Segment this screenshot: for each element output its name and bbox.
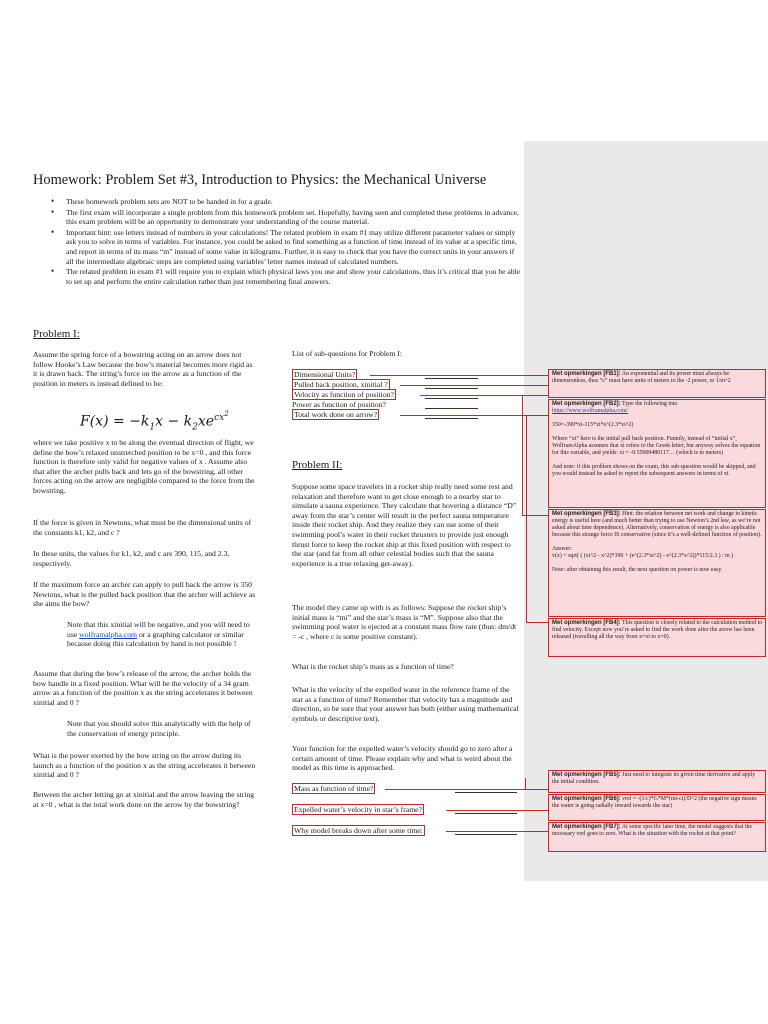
subquestion-label: Dimensional Units? — [294, 370, 356, 379]
comment-text: This question is closely related to the calculation method to find velocity. Except now you’re asked to find the work done after the arrow has been released (travelling all the way from x=xi to x=0). — [552, 620, 763, 640]
subquestion-row — [292, 390, 396, 399]
comment-fb6[interactable] — [548, 794, 766, 821]
comment-leader-line — [400, 385, 548, 386]
comment-text: Answer: — [552, 546, 572, 552]
comment-text: An exponential and its power must always be dimensionless, thus “c” must have units of meters to the -2 power, or 1/m^2 — [552, 371, 731, 384]
comment-leader-line — [420, 395, 548, 396]
problem-1-paragraph: What is the power exerted by the bow string on the arrow during its launch as a function of the position x as the string accelerates it between xinitial and 0 ? — [33, 751, 256, 780]
comment-leader-line — [385, 789, 548, 790]
comment-label: Met opmerkingen [FB2]: — [552, 401, 621, 407]
subquestions-heading: List of sub-questions for Problem I: — [292, 349, 402, 358]
question-label: Expelled water’s velocity in star’s frame? — [294, 805, 423, 814]
question-label: Mass as function of time? — [294, 784, 374, 793]
comment-fb4[interactable] — [548, 618, 766, 657]
comment-text: Just need to integrate its given time derivative and apply the initial condition. — [552, 772, 756, 785]
problem-1-intro: Assume the spring force of a bowstring acting on an arrow does not follow Hooke’s Law because the bow’s material becomes more rigid as it is drawn back. The string’s force on the arrow as a function of the position in meters is instead defined to be: — [33, 350, 253, 388]
problem-1-paragraph: Between the archer letting go at xinitial and the arrow leaving the string at x=0 , what is the total work done on the arrow by the bowstring? — [33, 790, 255, 809]
comment-text: Note: after obtaining this result, the next question on power is now easy. — [552, 567, 723, 573]
note-text: Note that this xinitial will be negative, and you will need to use — [67, 620, 250, 639]
comment-text: vrel = -(1/c)*G*M*(mi-ct)/D^2 (the negative sign means the water is going radially inward towards the star) — [552, 796, 757, 809]
problem-1-paragraph: where we take positive x to be along the eventual direction of flight, we define the bow’s relaxed unstretched position to be x=0 , and this force function is therefore only valid for negative values of x . Assume also that after the archer pulls back and lets go of the bowstring, all other forces acting on the arrow are negligible compared to the force from the bowstring. — [33, 438, 255, 495]
comment-label: Met opmerkingen [FB7]: — [552, 824, 621, 830]
bullet-item: • The related problem in exam #1 will require you to explain which physical laws you use and show your calculations, thus it’s critical that you be able to set up and perform the entire calculation rather than just remembering final answers. — [49, 267, 522, 286]
problem-2-paragraph: Suppose some space travelers in a rocket ship really need some rest and relaxation and therefore want to get close enough to a nearby star to simulate a sauna experience. They calculate that hovering a distance “D” away from the star’s center will result in the perfect sauna temperature inside their rocket ship. And they realize they can use some of their swimming pool’s water in their rocket thrusters to provide just enough thrust force to keep the rocket ship at this fixed position with respect to the star (and far from all other celestial bodies such that the sauna experience is a true relaxing get-away). — [292, 482, 517, 568]
note-text: or a graphing calculator or similar because doing this calculation by hand is not possible ! — [67, 629, 244, 649]
problem-2-paragraph: What is the rocket ship’s mass as a function of time? — [292, 662, 454, 671]
formula-exponent: cx — [214, 413, 225, 423]
comment-label: Met opmerkingen [FB6]: — [552, 796, 621, 802]
comment-leader-line — [370, 375, 548, 376]
subquestion-label: Power as function of position? — [292, 400, 386, 409]
comment-label: Met opmerkingen [FB5]: — [552, 772, 621, 778]
problem-2-heading: Problem II: — [292, 459, 343, 471]
formula-part: F(x) = −k — [80, 413, 150, 430]
problem-2-question — [292, 805, 424, 814]
wolframalpha-url-link[interactable]: https://www.wolframalpha.com/ — [552, 408, 629, 414]
comment-text: At some specific later time, the model suggests that the necessary vrel goes to zero. What is the situation with the rocket at that point? — [552, 824, 753, 837]
problem-1-heading: Problem I: — [33, 328, 80, 340]
formula-part: xe — [197, 413, 215, 430]
comment-fb1[interactable] — [548, 369, 766, 398]
comment-label: Met opmerkingen [FB3]: — [552, 511, 621, 517]
bullet-item: • These homework problem sets are NOT to be handed in for a grade. — [49, 197, 522, 207]
comment-leader-line — [526, 415, 527, 622]
comment-text: v(x) = sqrt( ( (xi^2 - x^2)*390 + (e^(2.3*xi^2) - e^(2.3*x^2))*115/2.3 ) / m ) — [552, 553, 734, 559]
note-wolfram — [67, 620, 257, 649]
comment-label: Met opmerkingen [FB4]: — [552, 620, 621, 626]
comment-text: Type the following into — [622, 401, 678, 407]
comment-fb5[interactable] — [548, 770, 766, 793]
comment-leader-line — [446, 831, 548, 832]
problem-2-question — [292, 826, 425, 835]
comment-leader-line — [526, 622, 548, 623]
bullet-item: • The first exam will incorporate a single problem from this homework problem set. Hopefully, having seen and completed these problems in advance, this exam problem will be an opportunity to demonstrate your understanding of the course material. — [49, 208, 522, 227]
bullet-item: • Important hint: use letters instead of numbers in your calculations! The related problem in exam #1 may utilize different parameter values or simply ask you to solve in terms of variables. For instance, you could be asked to find something as a function of time instead of its value at a specific time, and report in terms of its mass “m” instead of some value in kilograms. Further, it is easy to check that you have the correct units in your answers if all the intermediate algebraic steps are completed using variables’ letter names instead of calculated numbers. — [49, 228, 522, 266]
comment-fb2[interactable] — [548, 399, 766, 508]
problem-2-paragraph: Your function for the expelled water’s velocity should go to zero after a certain amount of time. Please explain why and what is weird about the model as this time is approached. — [292, 744, 513, 773]
comment-text: Hint: the relation between net work and change in kinetic energy is useful here (and much better than trying to use Newton’s 2nd law, as we’re not asked about time dependence). Alternatively, conservation of energy is also applicable because this strange force IS conservative (since it’s a well-defined function of position). — [552, 511, 762, 538]
subquestion-row — [292, 410, 379, 419]
problem-1-paragraph: In these units, the values for k1, k2, and c are 390, 115, and 2.3, respectively. — [33, 549, 230, 568]
subquestion-label: Total work done on arrow? — [294, 410, 378, 419]
comment-text: 350=-390*xi-115*xi*e^(2.3*xi^2) — [552, 422, 634, 428]
problem-1-paragraph: If the force is given in Newtons, what must be the dimensional units of the constants k1, k2, and c ? — [33, 518, 252, 537]
problem-1-paragraph: If the maximum force an archer can apply to pull back the arrow is 350 Newtons, what is the pulled back position that the archer will achieve as she aims the bow? — [33, 580, 256, 609]
subquestion-row — [292, 400, 386, 409]
problem-1-paragraph: Assume that during the bow’s release of the arrow, the archer holds the bow handle in a fixed position. What will be the velocity of a 34 gram arrow as a function of the position x as the string accelerates it between xinitial and 0 ? — [33, 669, 253, 707]
comment-leader-line — [525, 778, 526, 789]
comment-text: Where “xi” here is the initial pull back position. Funnily, instead of “initial x”, WolframAlpha assumes that xi refers to the Greek letter, but anyway solves the equation for this variable, and yields: xi = -0.55909480117… (which is in meters) — [552, 436, 761, 456]
wolframalpha-link[interactable]: wolframalpha.com — [79, 629, 138, 639]
comment-fb7[interactable] — [548, 822, 766, 852]
subquestion-label: Velocity as function of position? — [294, 390, 394, 399]
document-title: Homework: Problem Set #3, Introduction to Physics: the Mechanical Universe — [33, 172, 487, 188]
comment-text: And note: if this problem shows on the exam, this sub-question would be skipped, and you would instead be asked to report the subsequent answers in terms of xi. — [552, 464, 756, 477]
force-formula: $F(x) = -k_1x - k_2xe^{cx^2}$ — [80, 410, 229, 433]
comment-fb3[interactable] — [548, 509, 766, 617]
subquestion-row — [292, 370, 357, 379]
subquestion-row — [292, 380, 390, 389]
problem-2-question — [292, 784, 375, 793]
formula-part: x − k — [155, 413, 193, 430]
question-label: Why model breaks down after some time: — [294, 826, 423, 835]
subquestion-label: Pulled back position, xinitial ? — [294, 380, 388, 389]
comment-label: Met opmerkingen [FB1]: — [552, 371, 621, 377]
problem-2-paragraph: What is the velocity of the expelled water in the reference frame of the star as a function of time? Remember that velocity has a magnitude and direction, so be sure that your answer has both (either using mathematical symbols or descriptive text). — [292, 685, 519, 723]
problem-2-paragraph: The model they came up with is as follows: Suppose the rocket ship’s initial mass is “mi” and the star’s mass is “M”. Suppose also that the swimming pool water is ejected at a constant mass flow rate (thus: dm/dt = -c , where c is some positive constant). — [292, 603, 517, 641]
intro-bullet-list — [49, 197, 522, 287]
answer-line[interactable] — [425, 400, 478, 409]
comment-leader-line — [522, 395, 523, 515]
note-energy: Note that you should solve this analytically with the help of the conservation of energy principle. — [67, 719, 251, 738]
comment-leader-line — [446, 810, 548, 811]
